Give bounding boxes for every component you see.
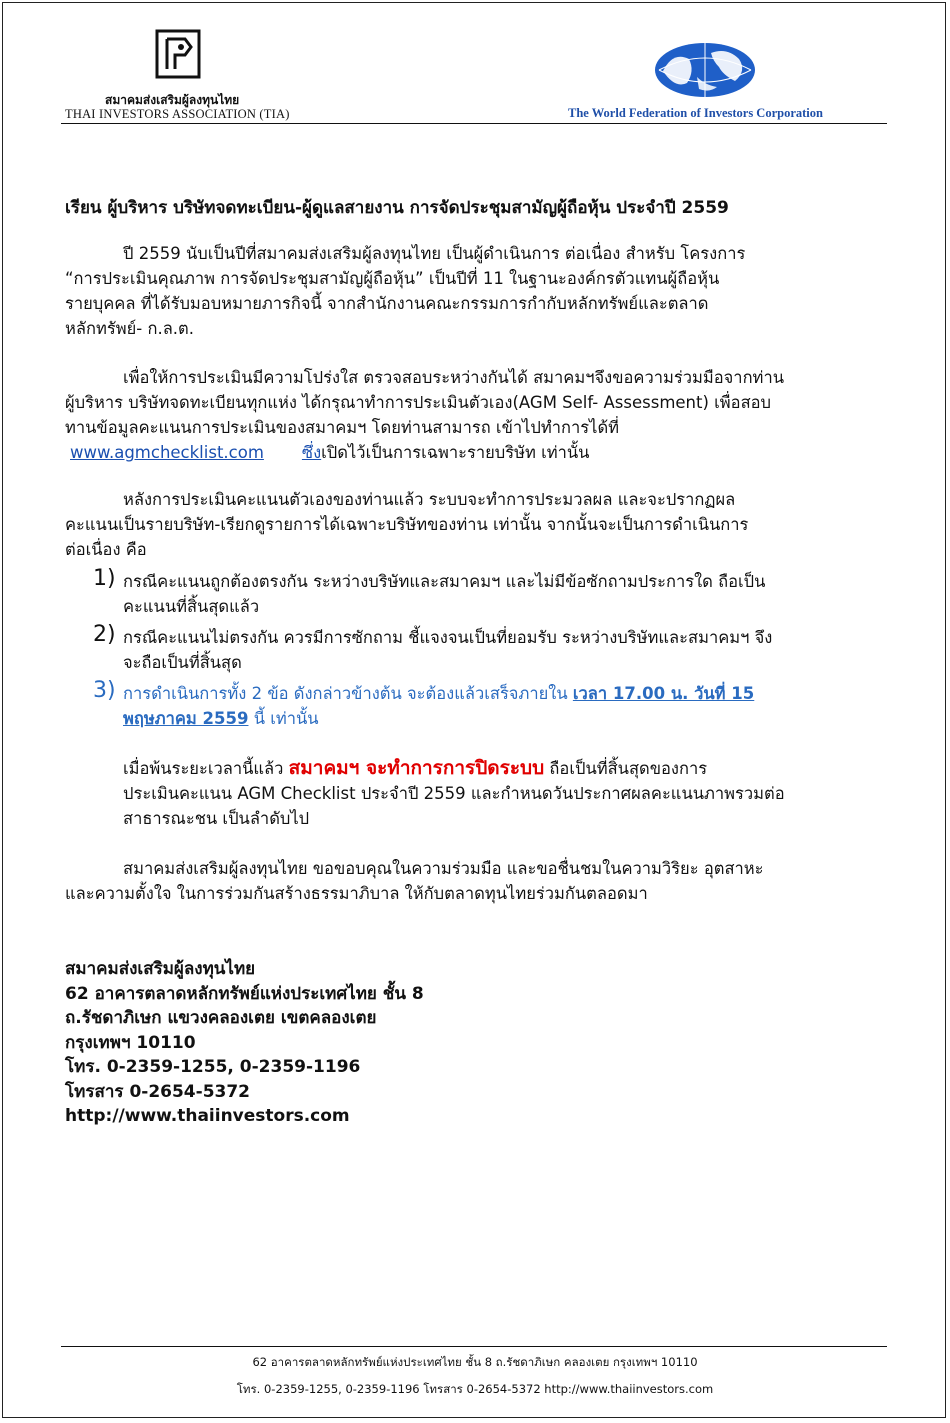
list-number: 3)	[93, 678, 116, 703]
text-line: เพื่อให้การประเมินมีความโปร่งใส ตรวจสอบระหว่างกันได้ สมาคมฯจึงขอความร่วมมือจากท่าน	[123, 368, 784, 387]
address-line: โทรสาร 0-2654-5372	[65, 1081, 251, 1102]
text-line: ผู้บริหาร บริษัทจดทะเบียนทุกแห่ง ได้กรุณาทำการประเมินตัวเอง(AGM Self- Assessment) เพื่อสอบ	[65, 393, 772, 412]
paragraph-self-assessment	[65, 365, 887, 465]
paragraph-closing-system	[65, 756, 887, 831]
numbered-list	[93, 566, 887, 731]
tia-english-name: THAI INVESTORS ASSOCIATION (TIA)	[65, 107, 290, 121]
text-line: หลังการประเมินคะแนนตัวเองของท่านแล้ว ระบบจะทำการประมวลผล และจะปรากฏผล	[123, 490, 736, 509]
text-line: กรณีคะแนนไม่ตรงกัน ควรมีการซักถาม ชี้แจงจนเป็นที่ยอมรับ ระหว่างบริษัทและสมาคมฯ จึง	[123, 628, 773, 647]
text-line: ถือเป็นที่สิ้นสุดของการ	[544, 759, 708, 778]
address-line: โทร. 0-2359-1255, 0-2359-1196	[65, 1057, 361, 1077]
address-line: 62 อาคารตลาดหลักทรัพย์แห่งประเทศไทย ชั้น 8	[65, 983, 424, 1004]
address-line: สมาคมส่งเสริมผู้ลงทุนไทย	[65, 959, 256, 979]
paragraph-intro	[65, 241, 887, 341]
link-suffix[interactable]: ซึ่ง	[301, 443, 322, 462]
text-line: สาธารณะชน เป็นลำดับไป	[123, 809, 310, 828]
footer-divider	[61, 1346, 887, 1347]
footer-contact: โทร. 0-2359-1255, 0-2359-1196 โทรสาร 0-2654-5372 http://www.thaiinvestors.com	[236, 1382, 714, 1396]
paragraph-thanks	[65, 856, 887, 906]
deadline-text: เวลา 17.00 น. วันที่ 15	[572, 684, 755, 703]
address-url: http://www.thaiinvestors.com	[65, 1106, 350, 1126]
text-line: คะแนนเป็นรายบริษัท-เรียกดูรายการได้เฉพาะบริษัทของท่าน เท่านั้น จากนั้นจะเป็นการดำเนินการ	[65, 515, 749, 534]
list-item	[93, 622, 887, 675]
highlight-text: สมาคมฯ จะทำการการปิดระบบ	[288, 757, 545, 779]
deadline-text: พฤษภาคม 2559	[123, 709, 249, 728]
agmchecklist-link[interactable]: www.agmchecklist.com	[70, 443, 264, 462]
tia-thai-name: สมาคมส่งเสริมผู้ลงทุนไทย	[105, 93, 240, 107]
address-line: ถ.รัชดาภิเษก แขวงคลองเตย เขตคลองเตย	[65, 1008, 377, 1028]
text-line: เปิดไว้เป็นการเฉพาะรายบริษัท เท่านั้น	[321, 443, 590, 462]
text-line: หลักทรัพย์- ก.ล.ต.	[65, 319, 195, 338]
text-line: ทานข้อมูลคะแนนการประเมินของสมาคมฯ โดยท่านสามารถ เข้าไปทำการได้ที่	[65, 418, 620, 437]
list-item	[93, 566, 887, 619]
address-block	[65, 957, 424, 1129]
text-line: นี้ เท่านั้น	[248, 709, 319, 728]
text-line: กรณีคะแนนถูกต้องตรงกัน ระหว่างบริษัทและสมาคมฯ และไม่มีข้อซักถามประการใด ถือเป็น	[123, 572, 766, 591]
text-line: การดำเนินการทั้ง 2 ข้อ ดังกล่าวข้างต้น จะต้องแล้วเสร็จภายใน	[123, 684, 573, 703]
paragraph-process	[65, 487, 887, 562]
wfic-name: The World Federation of Investors Corporation	[568, 106, 823, 120]
address-line: กรุงเทพฯ 10110	[65, 1032, 196, 1053]
text-line: ต่อเนื่อง คือ	[65, 540, 147, 559]
tia-logo-icon	[155, 29, 201, 79]
list-number: 1)	[93, 566, 116, 591]
list-number: 2)	[93, 622, 116, 647]
list-item	[93, 678, 887, 731]
text-line: รายบุคคล ที่ได้รับมอบหมายภารกิจนี้ จากสำนักงานคณะกรรมการกำกับหลักทรัพย์และตลาด	[65, 294, 709, 313]
text-line: ประเมินคะแนน AGM Checklist ประจำปี 2559 และกำหนดวันประกาศผลคะแนนภาพรวมต่อ	[123, 784, 785, 803]
text-line: คะแนนที่สิ้นสุดแล้ว	[123, 597, 260, 616]
text-line: เมื่อพ้นระยะเวลานี้แล้ว	[123, 759, 289, 778]
text-line: “การประเมินคุณภาพ การจัดประชุมสามัญผู้ถือหุ้น” เป็นปีที่ 11 ในฐานะองค์กรตัวแทนผู้ถือหุ้น	[65, 269, 720, 288]
letter-salutation: เรียน ผู้บริหาร บริษัทจดทะเบียน-ผู้ดูแลสายงาน การจัดประชุมสามัญผู้ถือหุ้น ประจำปี 2559	[65, 198, 729, 218]
text-line: ปี 2559 นับเป็นปีที่สมาคมส่งเสริมผู้ลงทุนไทย เป็นผู้ดำเนินการ ต่อเนื่อง สำหรับ โครงการ	[123, 244, 746, 263]
document-page	[2, 2, 946, 1418]
text-line: จะถือเป็นที่สิ้นสุด	[123, 653, 242, 672]
text-line: สมาคมส่งเสริมผู้ลงทุนไทย ขอขอบคุณในความร่วมมือ และขอชื่นชมในความวิริยะ อุตสาหะ	[123, 859, 764, 878]
footer-address: 62 อาคารตลาดหลักทรัพย์แห่งประเทศไทย ชั้น 8 ถ.รัชดาภิเษก คลองเตย กรุงเทพฯ 10110	[252, 1355, 698, 1369]
text-line: และความตั้งใจ ในการร่วมกันสร้างธรรมาภิบาล ให้กับตลาดทุนไทยร่วมกันตลอดมา	[65, 884, 648, 903]
globe-icon	[653, 41, 757, 99]
header-divider	[61, 123, 887, 124]
